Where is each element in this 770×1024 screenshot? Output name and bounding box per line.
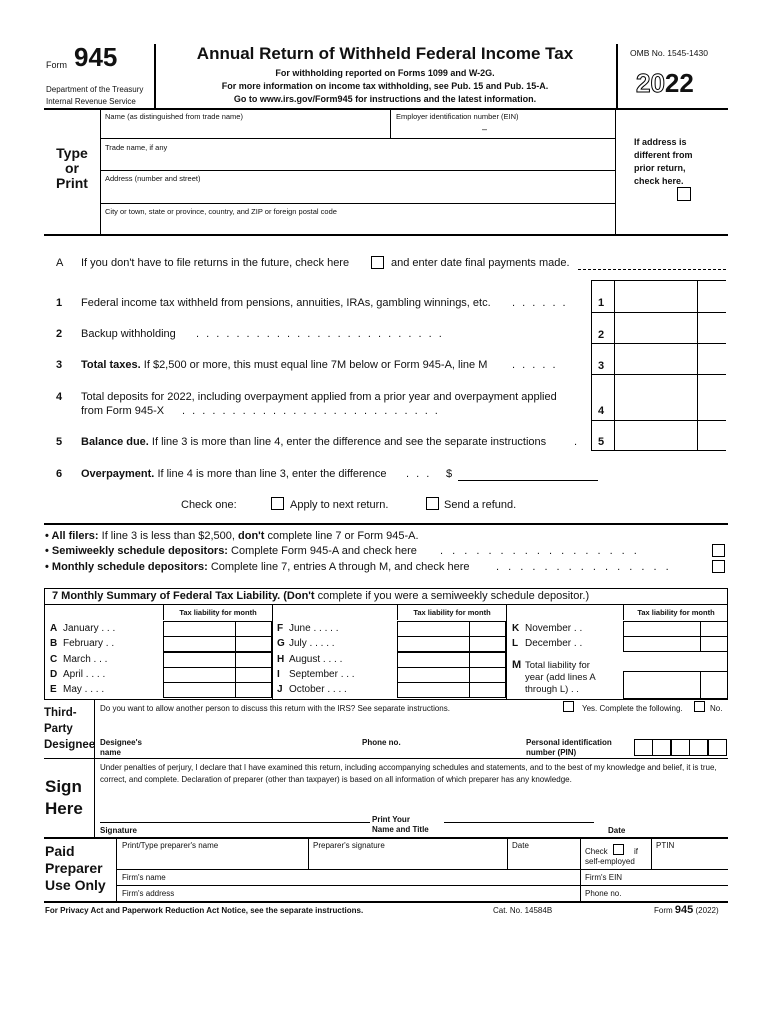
month-row-amount-input[interactable] xyxy=(397,682,470,698)
sign-bottom-rule xyxy=(44,837,728,839)
type-word: Type xyxy=(56,145,88,161)
print-name-input[interactable] xyxy=(444,800,594,823)
id-right-border xyxy=(615,108,616,234)
month-row-month: May . . . . xyxy=(63,684,105,696)
col2-header: Tax liability for month xyxy=(413,608,491,617)
id-left-border xyxy=(100,108,101,234)
designee-question: Do you want to allow another person to discuss this return with the IRS? See separate instructions. xyxy=(100,704,450,713)
sign-divider xyxy=(94,758,95,838)
month-row-letter: F xyxy=(277,623,284,634)
trade-name-input[interactable] xyxy=(104,154,612,168)
designee-label-2: Party xyxy=(44,723,73,735)
id-rule-2 xyxy=(100,170,615,171)
designee-phone-label: Phone no. xyxy=(362,738,401,747)
line-4-amount-input[interactable] xyxy=(616,376,695,418)
line-2-text: Backup withholding xyxy=(81,328,176,340)
amount-col-boxnum xyxy=(614,280,615,450)
month-row-cents-input[interactable] xyxy=(235,621,272,637)
firm-address-input[interactable] xyxy=(178,887,576,900)
preparer-label xyxy=(45,843,106,894)
month-row-month: January . . . xyxy=(63,623,116,634)
month-row-letter: G xyxy=(277,638,285,650)
line-1-amount-input[interactable] xyxy=(616,283,695,310)
line-a-text-2: and enter date final payments made. xyxy=(391,257,570,269)
monthly-checkbox[interactable] xyxy=(712,560,725,573)
designee-name-input[interactable] xyxy=(160,738,350,756)
preparer-col-5 xyxy=(651,837,652,869)
month-row-cents-input[interactable] xyxy=(469,621,506,637)
all-filers-line xyxy=(45,530,419,542)
print-name-label xyxy=(372,815,442,835)
line-6-dots: . . . xyxy=(406,468,432,480)
line7-m-text-3: through L) . . xyxy=(525,684,579,695)
designee-no-label-text: No. xyxy=(710,704,723,713)
phone-label: Phone no. xyxy=(585,889,622,898)
tax-year xyxy=(636,68,694,99)
amount-col-left xyxy=(591,280,592,450)
month-row-cents-input[interactable] xyxy=(235,652,272,668)
here-word: Here xyxy=(45,799,83,818)
month-row-letter: K xyxy=(512,623,520,634)
month-row-amount-input[interactable] xyxy=(623,636,701,652)
month-row-month: July . . . . . xyxy=(289,638,335,650)
send-refund-label: Send a refund. xyxy=(444,499,517,511)
irs-label: Internal Revenue Service xyxy=(46,97,136,106)
line-5-box-number: 5 xyxy=(598,436,605,448)
line-5-bold: Balance due. xyxy=(81,436,149,448)
line-a-text: If you don't have to file returns in the future, check here xyxy=(81,257,350,269)
line7-title-text: complete if you were a semiweekly schedule depositor.) xyxy=(317,590,590,602)
form-label: Form xyxy=(46,60,67,70)
month-row-cents-input[interactable] xyxy=(235,667,272,683)
semiweekly-line xyxy=(45,545,417,557)
line-2-number: 2 xyxy=(56,328,63,340)
amount-rule-top xyxy=(591,280,726,281)
col1-header-right xyxy=(272,604,273,700)
id-bottom-rule xyxy=(44,234,728,236)
line-5-amount-input[interactable] xyxy=(616,422,695,448)
line-3-desc: If $2,500 or more, this must equal line 7M below or Form 945-A, line M xyxy=(143,359,488,371)
print-name-2: Name and Title xyxy=(372,825,429,834)
col3-header: Tax liability for month xyxy=(637,608,715,617)
line-a-letter: A xyxy=(56,257,64,269)
month-row-cents-input[interactable] xyxy=(700,636,728,652)
preparer-name-input[interactable] xyxy=(120,852,305,867)
month-row-letter: I xyxy=(277,668,280,680)
sign-here-label xyxy=(45,776,83,820)
month-row-letter: D xyxy=(50,668,58,680)
phone-input[interactable] xyxy=(630,887,726,900)
ptin-input[interactable] xyxy=(654,852,726,867)
month-row-month: December . . xyxy=(525,638,583,650)
preparer-signature-input[interactable] xyxy=(311,852,503,867)
designee-name-label: Designee's name xyxy=(100,738,142,757)
all-filers-text-2: complete line 7 or Form 945-A. xyxy=(267,530,419,542)
firm-name-input[interactable] xyxy=(170,871,576,884)
semiweekly-checkbox[interactable] xyxy=(712,544,725,557)
month-row-cents-input[interactable] xyxy=(700,621,728,637)
self-employed-check-label: Check xyxy=(585,847,608,856)
designee-pin-label: Personal identification number (PIN) xyxy=(526,738,612,757)
footer-top-rule xyxy=(44,901,728,903)
month-row-amount-input[interactable] xyxy=(397,667,470,683)
send-refund-checkbox[interactable] xyxy=(426,497,439,510)
print-word: Print xyxy=(56,175,88,191)
preparer-signature-label: Preparer's signature xyxy=(313,841,385,850)
col3-header-left xyxy=(623,604,624,620)
amount-col-cents xyxy=(697,280,698,450)
self-employed-if: if xyxy=(634,847,638,856)
sign-date-input[interactable] xyxy=(604,800,726,822)
preparer-label-1: Paid xyxy=(45,843,75,859)
month-row-month: June . . . . . xyxy=(289,623,339,634)
month-row-month: November . . xyxy=(525,623,583,634)
all-filers-bold: • All filers: xyxy=(45,530,99,542)
sign-word: Sign xyxy=(45,777,82,796)
filers-top-rule xyxy=(44,523,728,525)
month-row-letter: L xyxy=(512,638,519,650)
month-row-month: October . . . . xyxy=(289,684,347,696)
month-row-amount-input[interactable] xyxy=(397,621,470,637)
dept-treasury: Department of the Treasury xyxy=(46,85,144,94)
semiweekly-text: Complete Form 945-A and check here xyxy=(231,545,417,557)
month-row-amount-input[interactable] xyxy=(163,621,236,637)
tax-year-outline: 20 xyxy=(636,68,665,98)
designee-divider xyxy=(94,700,95,758)
month-row-amount-input[interactable] xyxy=(163,636,236,652)
ein-divider xyxy=(390,108,391,138)
line-3-amount-input[interactable] xyxy=(616,345,695,372)
line-6-number: 6 xyxy=(56,468,63,480)
month-row-letter: A xyxy=(50,623,58,634)
month-row-cents-input[interactable] xyxy=(469,682,506,698)
line-1-text: Federal income tax withheld from pensions, annuities, IRAs, gambling winnings, etc. xyxy=(81,297,491,309)
line-2-box-number: 2 xyxy=(598,329,605,341)
line-1-box-number: 1 xyxy=(598,297,605,309)
line7-title-bold: 7 Monthly Summary of Federal Tax Liability. (Don't xyxy=(52,590,315,602)
amount-rule-4 xyxy=(591,420,726,421)
id-rule-1 xyxy=(100,138,615,139)
line-6-dollar: $ xyxy=(446,468,453,480)
header-divider-left xyxy=(154,44,156,108)
designee-bottom-rule xyxy=(44,758,728,759)
pin-digit-box[interactable] xyxy=(689,739,708,756)
line-6-amount-input[interactable] xyxy=(458,468,598,481)
form-subtitle-1: For withholding reported on Forms 1099 and W-2G. xyxy=(275,68,495,78)
print-name-1: Print Your xyxy=(372,815,410,824)
cat-number: Cat. No. 14584B xyxy=(493,906,553,915)
check-one-label: Check one: xyxy=(181,499,237,511)
month-row-month: August . . . . xyxy=(289,653,343,665)
city-input[interactable] xyxy=(104,217,612,231)
month-row-letter: B xyxy=(50,638,58,650)
month-row-cents-input[interactable] xyxy=(235,636,272,652)
designee-label xyxy=(44,705,95,753)
address-change-text: If address is different from prior return, check here. xyxy=(634,137,693,186)
ein-dash: – xyxy=(482,124,488,134)
col2-header-left xyxy=(397,604,398,620)
designee-no-checkbox[interactable] xyxy=(694,701,705,712)
preparer-rule-2 xyxy=(116,885,728,886)
line-4-text-1: Total deposits for 2022, including overpayment applied from a prior year and overpayment applied xyxy=(81,391,557,403)
apply-next-return-label: Apply to next return. xyxy=(290,499,389,511)
preparer-name-label: Print/Type preparer's name xyxy=(122,841,219,850)
line-4-number: 4 xyxy=(56,391,63,403)
id-rule-3 xyxy=(100,203,615,204)
signature-label: Signature xyxy=(100,826,137,835)
self-employed-label: self-employed xyxy=(585,857,635,866)
header-bottom-rule xyxy=(44,108,728,110)
month-row-amount-input[interactable] xyxy=(163,682,236,698)
self-employed-checkbox[interactable] xyxy=(613,844,624,855)
month-row-letter: J xyxy=(277,684,283,696)
preparer-date-input[interactable] xyxy=(510,852,576,867)
month-row-letter: E xyxy=(50,684,57,696)
address-input[interactable] xyxy=(104,185,612,199)
line-4-box-number: 4 xyxy=(598,405,605,417)
firm-address-label: Firm's address xyxy=(122,889,175,898)
month-row-month: April . . . . xyxy=(63,668,106,680)
city-label: City or town, state or province, country, and ZIP or foreign postal code xyxy=(105,207,337,216)
penalty-statement: Under penalties of perjury, I declare that I have examined this return, including accompanying schedules and statements, and to the best of my knowledge and belief, it is true, correct, and complete. Declaration of preparer (other than taxpayer) is based on all information of which preparer has any knowledge. xyxy=(100,763,717,784)
month-row-amount-input[interactable] xyxy=(397,636,470,652)
ein-label: Employer identification number (EIN) xyxy=(396,112,519,121)
monthly-line xyxy=(45,561,469,573)
line-1-number: 1 xyxy=(56,297,63,309)
address-change-checkbox[interactable] xyxy=(677,187,691,201)
line-3-text xyxy=(81,359,487,371)
signature-input[interactable] xyxy=(100,800,370,823)
footer-form-word: Form xyxy=(654,906,673,915)
all-filers-dont: don't xyxy=(238,530,265,542)
line-a-checkbox[interactable] xyxy=(371,256,384,269)
month-row-cents-input[interactable] xyxy=(469,667,506,683)
line7-m-cents[interactable] xyxy=(700,671,728,699)
amount-rule-3 xyxy=(591,374,726,375)
form-subtitle-2: For more information on income tax withholding, see Pub. 15 and Pub. 15-A. xyxy=(221,81,549,91)
line7-title-rule xyxy=(44,604,728,605)
preparer-rule-1 xyxy=(116,869,728,870)
line-5-number: 5 xyxy=(56,436,63,448)
line7-m-amount[interactable] xyxy=(623,671,701,699)
footer-form-num: 945 xyxy=(674,904,694,916)
firm-name-label: Firm's name xyxy=(122,873,166,882)
header-divider-right xyxy=(616,44,618,108)
semiweekly-bold: • Semiweekly schedule depositors: xyxy=(45,545,228,557)
semiweekly-dots: . . . . . . . . . . . . . . . . . xyxy=(440,545,640,557)
line-5-dots: . xyxy=(574,436,578,448)
month-row-cents-input[interactable] xyxy=(469,652,506,668)
month-row-month: March . . . xyxy=(63,653,108,665)
designee-label-1: Third- xyxy=(44,707,77,719)
form-number: 945 xyxy=(74,42,118,72)
monthly-bold: • Monthly schedule depositors: xyxy=(45,561,208,573)
line-3-box-number: 3 xyxy=(598,360,605,372)
month-row-cents-input[interactable] xyxy=(469,636,506,652)
footer-year: (2022) xyxy=(695,906,719,915)
line-3-dots: . . . . . xyxy=(512,359,558,371)
omb-number: OMB No. 1545-1430 xyxy=(630,48,708,58)
preparer-date-label: Date xyxy=(512,841,529,850)
name-input[interactable] xyxy=(104,122,386,136)
month-row-month: September . . . xyxy=(289,668,355,680)
form-subtitle-3: Go to www.irs.gov/Form945 for instructions and the latest information. xyxy=(233,94,537,104)
col2-header-right xyxy=(506,604,507,700)
apply-next-return-checkbox[interactable] xyxy=(271,497,284,510)
tax-year-bold: 22 xyxy=(664,68,694,98)
month-row-amount-input[interactable] xyxy=(397,652,470,668)
type-or-print-label xyxy=(50,146,94,191)
form-title: Annual Return of Withheld Federal Income Tax xyxy=(196,44,574,63)
line7-title xyxy=(52,590,589,602)
trade-name-label: Trade name, if any xyxy=(105,143,168,152)
line-6-desc: If line 4 is more than line 3, enter the difference xyxy=(157,468,387,480)
pin-digit-box[interactable] xyxy=(708,739,727,756)
pin-digit-box[interactable] xyxy=(634,739,653,756)
line-a-date-input[interactable] xyxy=(578,257,726,270)
line7-m-text-1: Total liability for xyxy=(525,660,590,671)
line-5-desc: If line 3 is more than line 4, enter the difference and see the separate instructions xyxy=(151,436,547,448)
col1-header: Tax liability for month xyxy=(179,608,257,617)
month-row-amount-input[interactable] xyxy=(623,621,701,637)
line7-m-text-2: year (add lines A xyxy=(525,672,596,683)
designee-yes-checkbox[interactable] xyxy=(563,701,574,712)
month-row-month: February . . xyxy=(63,638,115,650)
footer-form-id xyxy=(654,904,719,916)
ptin-label: PTIN xyxy=(656,841,675,850)
firm-ein-input[interactable] xyxy=(630,871,726,884)
amount-rule-1 xyxy=(591,312,726,313)
firm-ein-label: Firm's EIN xyxy=(585,873,623,882)
preparer-label-2: Preparer xyxy=(45,860,103,876)
line-1-dots: . . . . . . xyxy=(512,297,568,309)
line-6-bold: Overpayment. xyxy=(81,468,155,480)
month-row-amount-input[interactable] xyxy=(163,652,236,668)
amount-rule-2 xyxy=(591,343,726,344)
or-word: or xyxy=(65,160,79,176)
line-4-dots: . . . . . . . . . . . . . . . . . . . . . . . . . . xyxy=(182,405,440,417)
col1-header-left xyxy=(163,604,164,620)
month-row-letter: H xyxy=(277,653,285,665)
all-filers-text-1: If line 3 is less than $2,500, xyxy=(101,530,235,542)
designee-yes-label: Yes. Complete the following. xyxy=(582,704,683,713)
monthly-text: Complete line 7, entries A through M, and check here xyxy=(210,561,470,573)
line-3-number: 3 xyxy=(56,359,63,371)
line-6-text xyxy=(81,468,387,480)
line-2-amount-input[interactable] xyxy=(616,314,695,341)
pin-digit-box[interactable] xyxy=(652,739,671,756)
designee-label-3: Designee xyxy=(44,739,96,751)
line-3-bold: Total taxes. xyxy=(81,359,141,371)
preparer-label-3: Use Only xyxy=(45,877,106,893)
preparer-col-3 xyxy=(507,837,508,869)
line-2-dots: . . . . . . . . . . . . . . . . . . . . . . . . . xyxy=(196,328,444,340)
sign-date-label: Date xyxy=(608,826,626,835)
name-label: Name (as distinguished from trade name) xyxy=(105,112,243,121)
line-5-text xyxy=(81,436,546,448)
pin-digit-box[interactable] xyxy=(671,739,690,756)
monthly-dots: . . . . . . . . . . . . . . . xyxy=(496,561,672,573)
month-row-letter: C xyxy=(50,653,58,665)
amount-rule-5 xyxy=(591,450,726,451)
address-label: Address (number and street) xyxy=(105,174,201,183)
designee-phone-input[interactable] xyxy=(402,738,518,756)
month-row-cents-input[interactable] xyxy=(235,682,272,698)
month-row-amount-input[interactable] xyxy=(163,667,236,683)
line7-m-letter: M xyxy=(512,659,522,671)
privacy-notice: For Privacy Act and Paperwork Reduction Act Notice, see the separate instructions. xyxy=(45,906,364,915)
preparer-col-2 xyxy=(308,837,309,869)
ein-input[interactable] xyxy=(394,122,612,136)
line-4-text-2: from Form 945-X xyxy=(81,405,165,417)
